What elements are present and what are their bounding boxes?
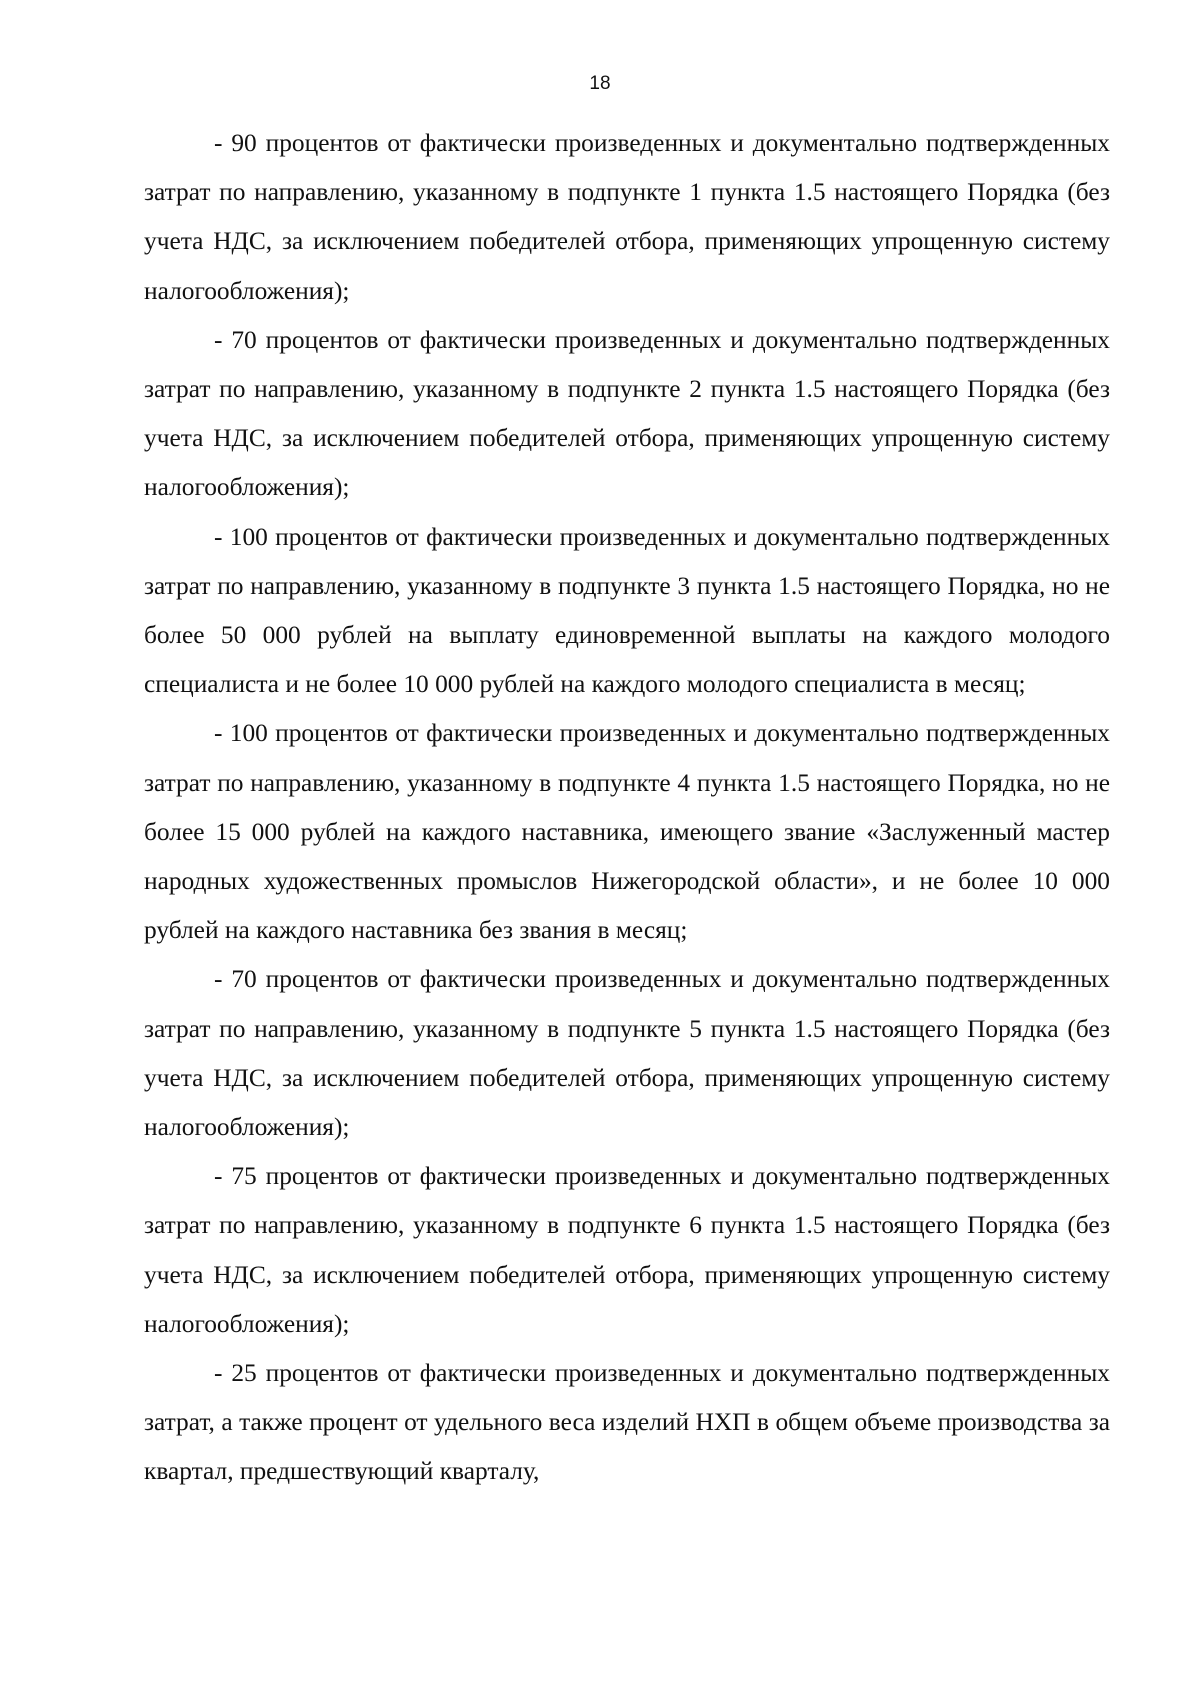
paragraph-subsidy-item-1: - 90 процентов от фактически произведенных и документально подтвержденных затрат по направлению, указанному в подпункте 1 пункта 1.5 настоящего Порядка (без учета НДС, за исключением победителей отбора, применяющих упрощенную систему налогообложения); — [144, 129, 1110, 305]
paragraph-subsidy-item-5: - 70 процентов от фактически произведенных и документально подтвержденных затрат по направлению, указанному в подпункте 5 пункта 1.5 настоящего Порядка (без учета НДС, за исключением победителей отбора, применяющих упрощенную систему налогообложения); — [144, 965, 1110, 1142]
paragraph-subsidy-item-4: - 100 процентов от фактически произведенных и документально подтвержденных затрат по направлению, указанному в подпункте 4 пункта 1.5 настоящего Порядка, но не более 15 000 рублей на каждого наставника, имеющего звание «Заслуженный мастер народных художественных промыслов Нижегородской области», и не более 10 000 рублей на каждого наставника без звания в месяц; — [144, 719, 1110, 945]
paragraph-subsidy-item-7: - 25 процентов от фактически произведенных и документально подтвержденных затрат, а также процент от удельного веса изделий НХП в общем объеме производства за квартал, предшествующий кварталу, — [144, 1359, 1110, 1486]
page-number: 18 — [589, 73, 611, 94]
paragraph-subsidy-item-6: - 75 процентов от фактически произведенных и документально подтвержденных затрат по направлению, указанному в подпункте 6 пункта 1.5 настоящего Порядка (без учета НДС, за исключением победителей отбора, применяющих упрощенную систему налогообложения); — [144, 1162, 1110, 1338]
document-body — [144, 119, 1110, 1497]
paragraph-subsidy-item-3: - 100 процентов от фактически произведенных и документально подтвержденных затрат по направлению, указанному в подпункте 3 пункта 1.5 настоящего Порядка, но не более 50 000 рублей на выплату единовременной выплаты на каждого молодого специалиста и не более 10 000 рублей на каждого молодого специалиста в месяц; — [144, 522, 1110, 699]
paragraph-subsidy-item-2: - 70 процентов от фактически произведенных и документально подтвержденных затрат по направлению, указанному в подпункте 2 пункта 1.5 настоящего Порядка (без учета НДС, за исключением победителей отбора, применяющих упрощенную систему налогообложения); — [144, 325, 1110, 502]
